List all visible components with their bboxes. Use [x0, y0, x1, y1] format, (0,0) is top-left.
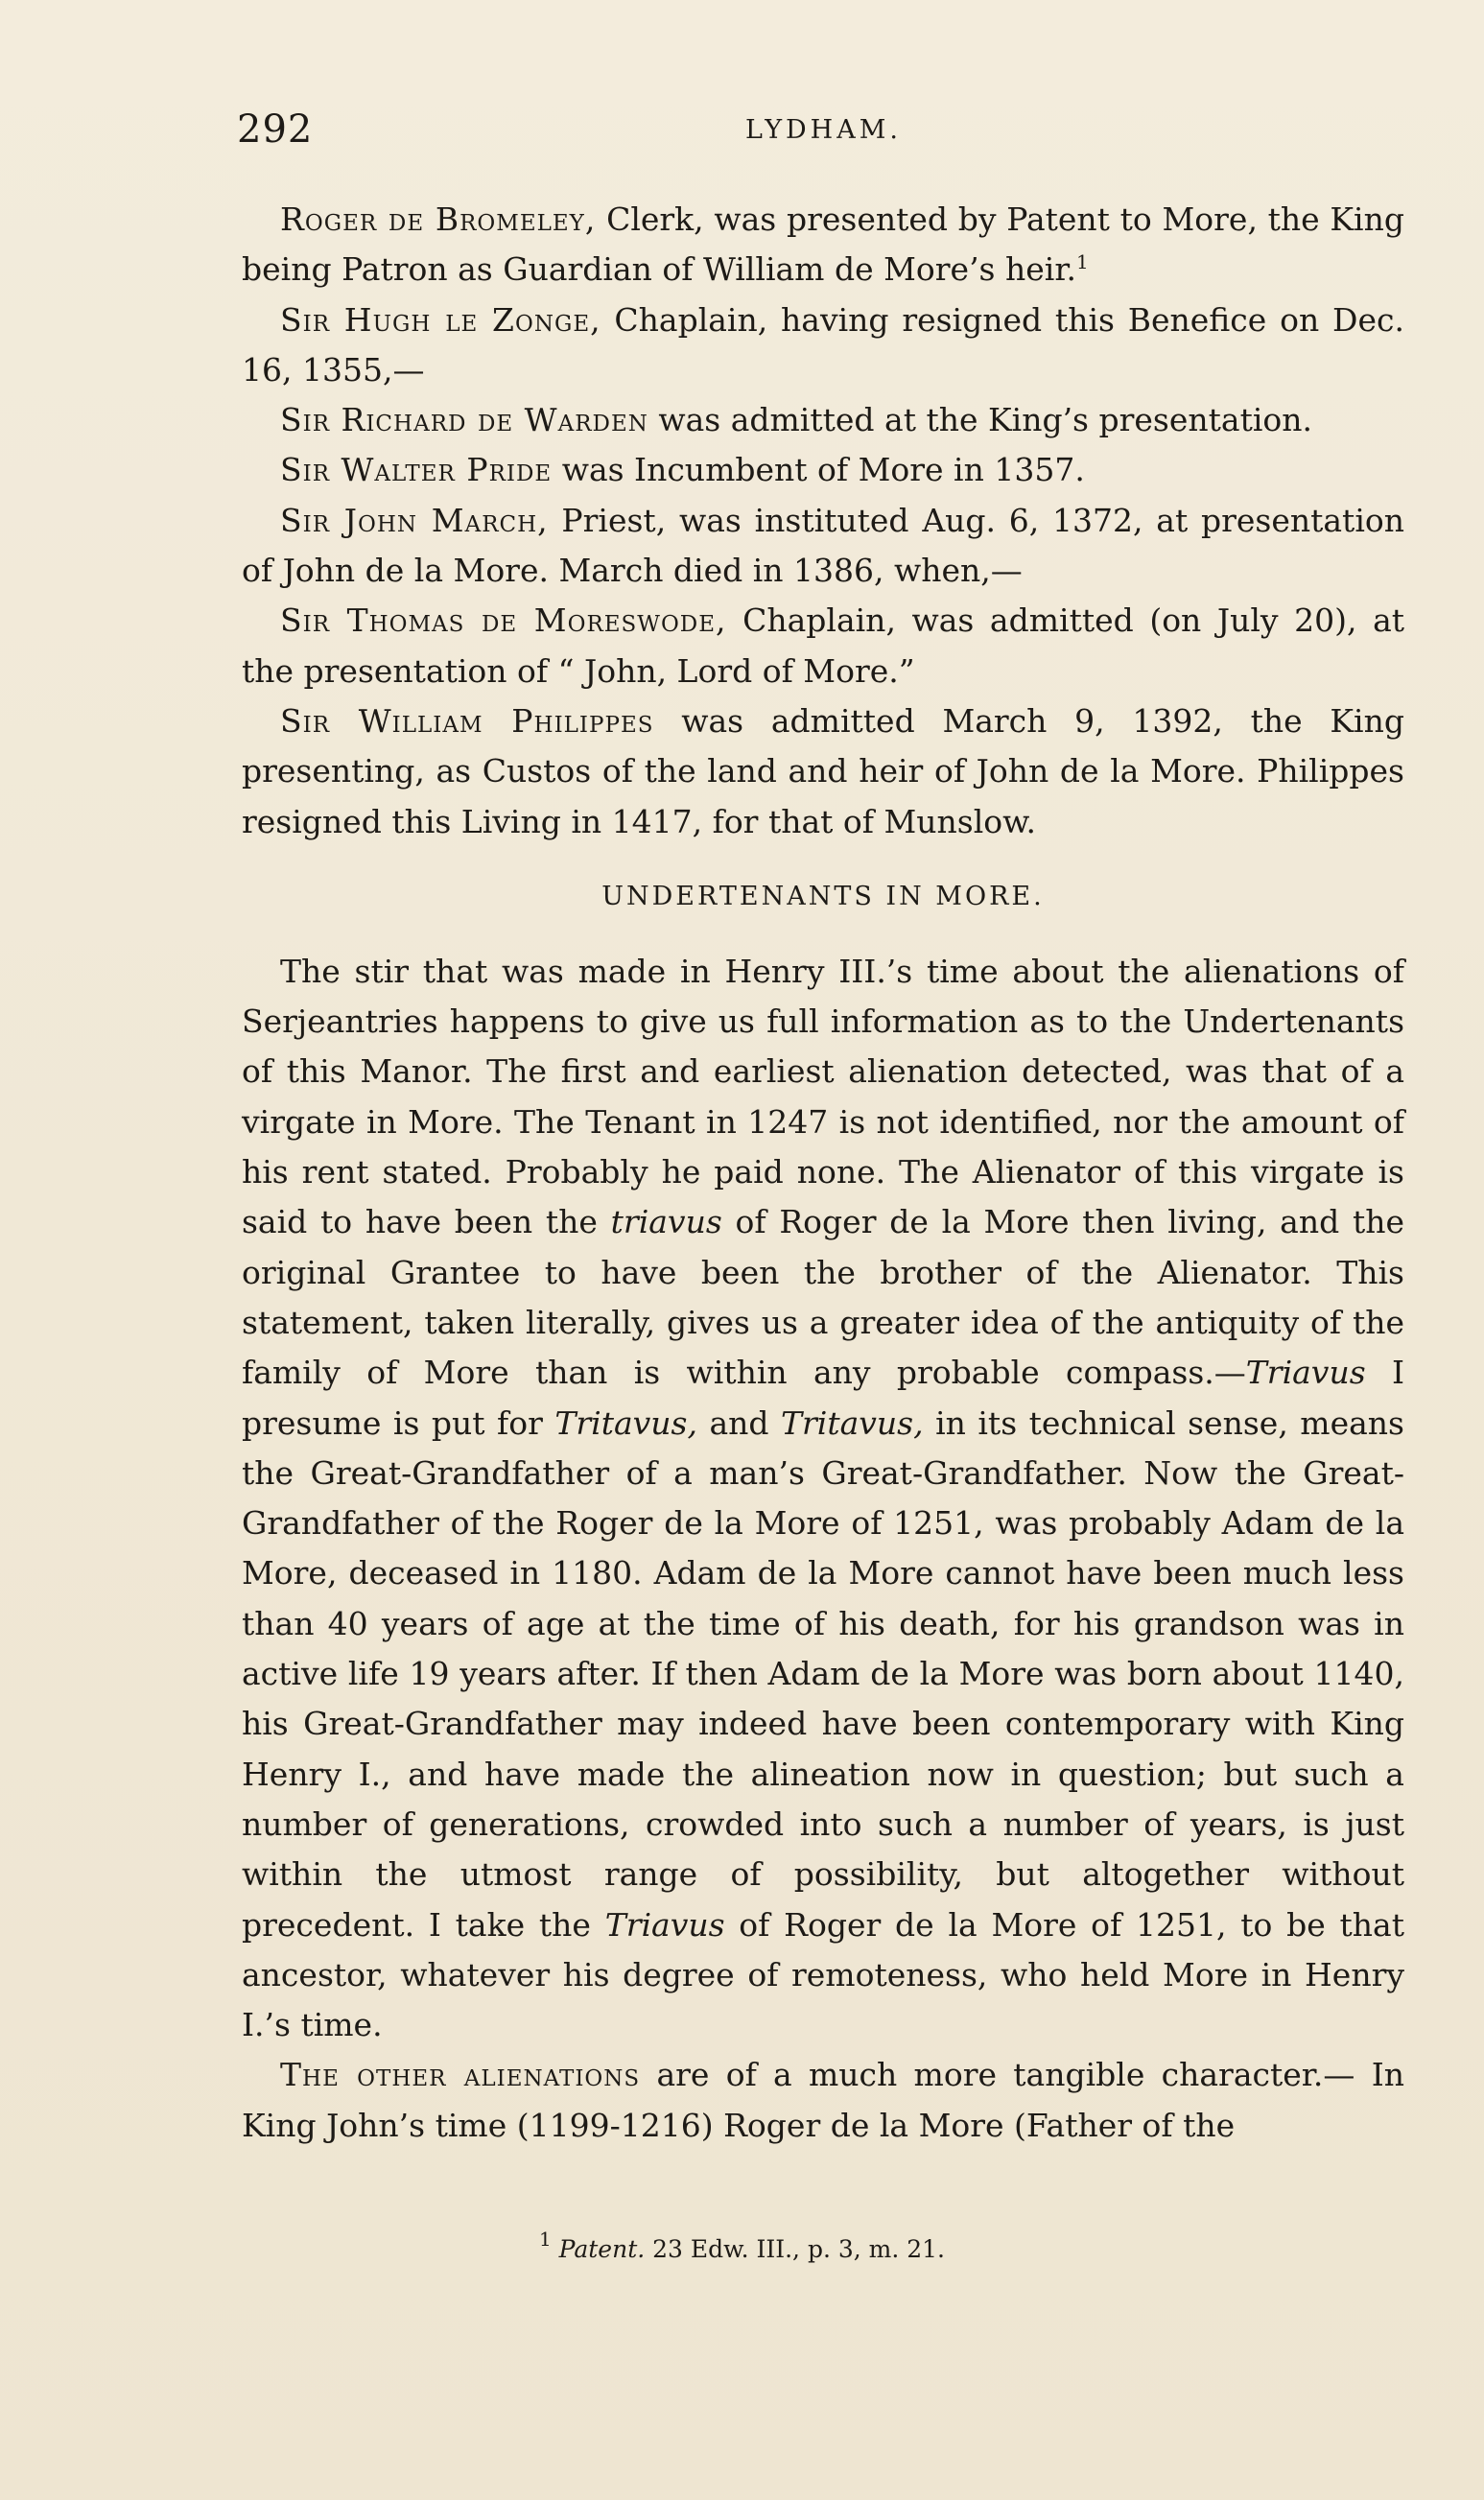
entry-roger-de-bromeley — [242, 195, 1404, 295]
entry-walter-pride — [242, 445, 1404, 495]
entry-thomas-de-moreswode — [242, 596, 1404, 696]
paragraph-text: in its technical sense, means the Great-Grandfather of a man’s Great-Grandfather. Now the Great-Grandfather of the Roger de la More of 1251, was probably Adam de la More, deceased in 1180. Adam de la More cannot have been much less than 40 years of age at the time of his death, for his grandson was in active life 19 years after. If then Adam de la More was born about 1140, his Great-Grandfather may indeed have been contemporary with King Henry I., and have made the alineation now in question; but such a number of generations, crowded into such a number of years, is just within the utmost range of possibility, but altogether without precedent. I take the — [242, 1403, 1404, 1944]
entry-name: Sir Hugh le Zonge, — [280, 300, 601, 339]
entry-name: Sir Thomas de Moreswode, — [280, 601, 727, 640]
body-text — [242, 195, 1404, 2151]
entry-name: Sir Walter Pride — [280, 451, 553, 489]
entry-text: was admitted at the King’s presentation. — [648, 401, 1312, 439]
running-title: LYDHAM. — [745, 115, 902, 145]
paragraph-text: I presume is put for — [242, 1354, 1405, 1442]
entry-william-philippes — [242, 696, 1404, 847]
paragraph-text: of Roger de la More then living, and the original Grantee to have been the brother of the Alienator. This statement, taken literally, gives us a greater idea of the antiquity of the family of More than is within any probable compass.— — [242, 1203, 1405, 1392]
entry-text: was admitted March 9, 1392, the King presenting, as Custos of the land and heir of John de la More. Philippes resigned this Living in 1417, for that of Munslow. — [242, 701, 1404, 840]
section-heading: UNDERTENANTS IN MORE. — [601, 881, 1045, 911]
entry-name: Sir John March, — [280, 501, 549, 539]
entry-text: was Incumbent of More in 1357. — [552, 451, 1085, 489]
entry-john-march — [242, 496, 1404, 597]
footnote-text: 23 Edw. III., p. 3, m. 21. — [645, 2235, 946, 2263]
footnote-mark: 1 — [538, 2228, 552, 2251]
entry-text: Priest, was instituted Aug. 6, 1372, at presentation of John de la More. March died in 1386, when,— — [242, 501, 1404, 590]
italic-term: Tritavus, — [781, 1403, 924, 1442]
entry-name: Roger de Bromeley, — [280, 200, 597, 238]
entry-text: Chaplain, having resigned this Benefice on Dec. 16, 1355,— — [242, 300, 1404, 389]
footnote — [0, 2230, 1484, 2269]
entry-text: Clerk, was presented by Patent to More, the King being Patron as Guardian of William de More’s heir. — [242, 200, 1404, 289]
page-number: 292 — [237, 107, 314, 152]
entry-name: Sir Richard de Warden — [280, 401, 648, 439]
italic-term: Triavus — [604, 1905, 725, 1944]
paragraph-lead: The other alienations — [280, 2056, 641, 2094]
entry-name: Sir William Philippes — [280, 701, 654, 740]
entry-hugh-le-zonge — [242, 295, 1404, 396]
footnote-reference: 1 — [1075, 250, 1089, 274]
entry-richard-de-warden — [242, 395, 1404, 445]
footnote-source: Patent. — [558, 2235, 646, 2263]
entry-text: Chaplain, was admitted (on July 20), at the presentation of “ John, Lord of More.” — [242, 601, 1404, 690]
italic-term: Tritavus, — [554, 1403, 697, 1442]
page-header — [0, 107, 1484, 165]
italic-term: Triavus — [1245, 1354, 1366, 1392]
last-paragraph — [242, 2050, 1404, 2151]
main-paragraph — [242, 947, 1404, 2051]
paragraph-text: are of a much more tangible character.— In King John’s time (1199-1216) Roger de la More (Father of the — [242, 2056, 1404, 2144]
paragraph-text: The stir that was made in Henry III.’s time about the alienations of Serjeantries happens to give us full information as to the Undertenants of this Manor. The first and earliest alienation detected, was that of a virgate in More. The Tenant in 1247 is not identified, nor the amount of his rent stated. Probably he paid none. The Alienator of this virgate is said to have been the — [242, 952, 1404, 1241]
paragraph-text: and — [696, 1403, 781, 1442]
italic-term: triavus — [610, 1203, 722, 1241]
paragraph-text: of Roger de la More of 1251, to be that ancestor, whatever his degree of remoteness, who held More in Henry I.’s time. — [242, 1905, 1404, 2044]
